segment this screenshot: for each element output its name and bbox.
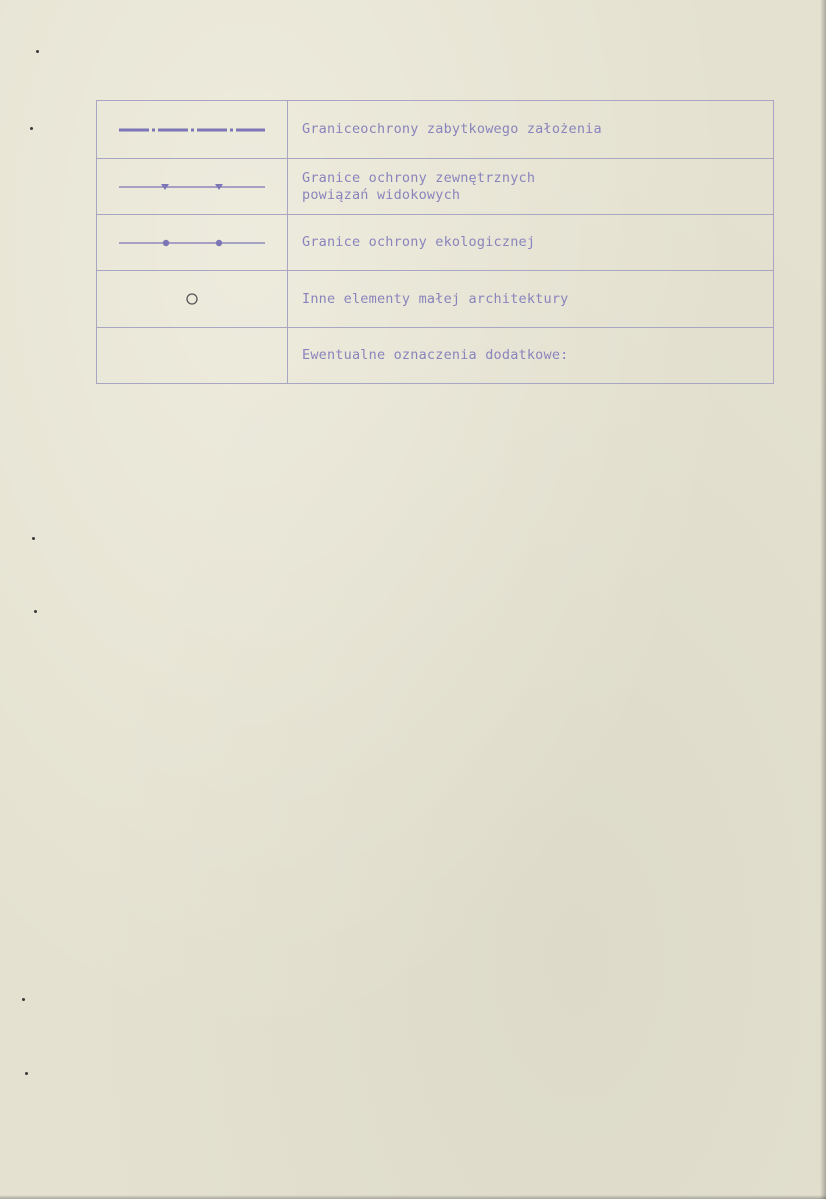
legend-description-line: powiązań widokowych [302, 186, 461, 203]
legend-description-cell [288, 271, 774, 328]
circle-icon [185, 292, 199, 306]
punch-mark [22, 998, 25, 1001]
legend-description-cell [288, 101, 774, 159]
legend-table [96, 100, 774, 384]
legend-description-cell [288, 328, 774, 384]
legend-description-line: Inne elementy małej architektury [302, 290, 569, 307]
legend-description-line: Graniceochrony zabytkowego założenia [302, 121, 602, 137]
legend-description-cell [288, 215, 774, 271]
line-with-dots-icon [117, 237, 267, 249]
punch-mark [25, 1072, 28, 1075]
legend-symbol-cell-empty [97, 328, 288, 384]
legend-symbol-cell [97, 159, 288, 215]
dash-dot-line-icon [117, 125, 267, 135]
legend-description-cell [288, 159, 774, 215]
punch-mark [32, 537, 35, 540]
legend-row-small-architecture [97, 271, 774, 328]
line-with-triangles-icon [117, 181, 267, 193]
legend-row-additional-marks [97, 328, 774, 384]
legend-symbol-cell [97, 215, 288, 271]
punch-mark [36, 50, 39, 53]
page-edge-shadow [0, 1195, 826, 1199]
legend-row-heritage-boundary [97, 101, 774, 159]
legend-row-view-connections [97, 159, 774, 215]
page-edge-shadow [820, 0, 826, 1199]
punch-mark [34, 610, 37, 613]
legend-description-line: Ewentualne oznaczenia dodatkowe: [302, 347, 569, 363]
legend-description-line: Granice ochrony zewnętrznych [302, 169, 536, 186]
legend-row-ecological-boundary [97, 215, 774, 271]
punch-mark [30, 127, 33, 130]
legend-symbol-cell [97, 101, 288, 159]
legend-description-line: Granice ochrony ekologicznej [302, 234, 536, 250]
legend-symbol-cell [97, 271, 288, 328]
